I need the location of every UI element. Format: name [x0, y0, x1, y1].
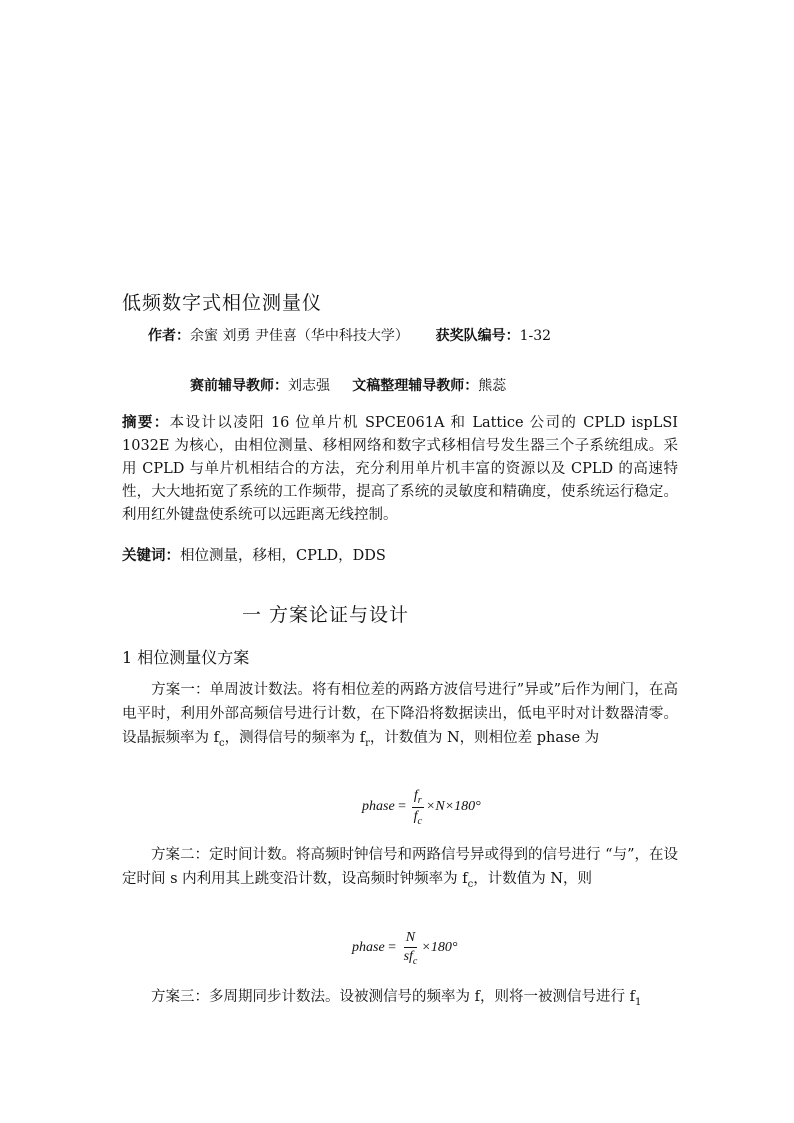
- author-names: 余蜜 刘勇 尹佳喜（华中科技大学）: [190, 328, 409, 344]
- formula-one-rhs: ×N×180°: [425, 799, 481, 815]
- paper-title: 低频数字式相位测量仪: [122, 292, 323, 314]
- subsection-heading: 1 相位测量仪方案: [122, 648, 250, 667]
- doc-advisor-name: 熊蕊: [478, 378, 507, 394]
- abstract-block: [122, 411, 678, 527]
- scheme-two-text-b: ，计数值为 N，则: [473, 871, 593, 887]
- phase-formula-two: phase = $\frac{N}{sf_c}$ ×180°: [352, 930, 458, 967]
- scheme-three-sub-1: 1: [634, 996, 642, 1008]
- author-line: [148, 325, 551, 345]
- team-number: 1-32: [519, 328, 552, 344]
- scheme-one-text-b: ，测得信号的频率为 f: [224, 730, 366, 746]
- scheme-one-text-a: 方案一：单周波计数法。将有相位差的两路方波信号进行”异或”后作为闸门，在高电平时，利用外部高频信号进行计数，在下降沿将数据读出，低电平时对计数器清零。设晶振频率为 f: [122, 682, 678, 746]
- formula-one-lhs: phase: [362, 799, 395, 815]
- scheme-one-sub-c: c: [218, 737, 225, 749]
- scheme-one-paragraph: [122, 678, 678, 756]
- scheme-three-text-a: 方案三：多周期同步计数法。设被测信号的频率为 f，则将一被测信号进行 f: [151, 989, 635, 1005]
- keywords-text: 相位测量，移相，CPLD，DDS: [180, 548, 386, 564]
- formula-one-fraction: [412, 788, 424, 827]
- formula-one-denominator-sub: c: [417, 815, 422, 827]
- scheme-one-text-c: ，计数值为 N，则相位差 phase 为: [369, 730, 600, 746]
- formula-two-rhs: ×180°: [421, 940, 458, 956]
- author-label: 作者：: [148, 328, 190, 344]
- scheme-three-paragraph: [122, 985, 678, 1015]
- doc-advisor-label: 文稿整理辅导教师：: [352, 378, 479, 394]
- abstract-text: 本设计以凌阳 16 位单片机 SPCE061A 和 Lattice 公司的 CPLD ispLSI 1032E 为核心，由相位测量、移相网络和数字式移相信号发生器三个子系统组成。采用 CPLD 与单片机相结合的方法，充分利用单片机丰富的资源以及 CPLD 的高速特性，大大地拓宽了系统的工作频带，提高了系统的灵敏度和精确度，使系统运行稳定。利用红外键盘使系统可以远距离无线控制。: [122, 415, 678, 523]
- formula-two-denominator-sub: c: [412, 955, 418, 967]
- team-label: 获奖队编号：: [435, 328, 520, 344]
- pre-advisor-label: 赛前辅导教师：: [190, 378, 288, 394]
- section-heading: 一 方案论证与设计: [242, 604, 410, 626]
- formula-two-fraction: [402, 930, 420, 967]
- formula-two-denominator: sf: [403, 949, 413, 964]
- keywords-line: [122, 544, 386, 565]
- formula-two-lhs: phase: [352, 940, 385, 956]
- formula-one-denominator: f: [413, 808, 418, 824]
- formula-two-numerator: N: [405, 930, 416, 945]
- scheme-two-sub-c: c: [467, 878, 474, 890]
- formula-one-numerator: f: [413, 788, 418, 803]
- abstract-label: 摘要：: [122, 414, 170, 431]
- keywords-label: 关键词：: [122, 547, 180, 564]
- pre-advisor-name: 刘志强: [288, 378, 330, 394]
- formula-one-numerator-sub: r: [417, 794, 422, 806]
- phase-formula-one: phase = $\frac{f_r}{f_c}$ ×N×180°: [362, 788, 481, 827]
- scheme-two-text-a: 方案二：定时间计数。将高频时钟信号和两路信号异或得到的信号进行 “与”，在设定时间 s 内利用其上跳变沿计数，设高频时钟频率为 f: [122, 847, 678, 887]
- advisor-line: [190, 375, 506, 395]
- scheme-two-paragraph: [122, 843, 678, 897]
- scheme-one-sub-r: r: [365, 737, 370, 749]
